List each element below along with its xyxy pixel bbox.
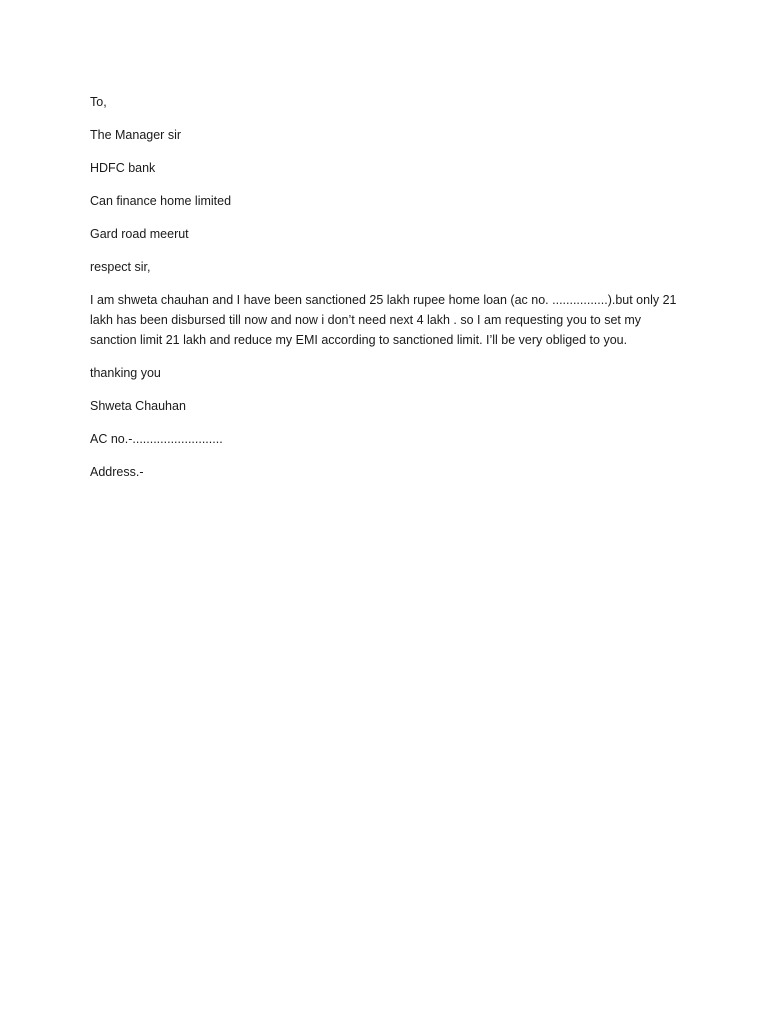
- salutation-to: To,: [90, 95, 107, 109]
- greeting: respect sir,: [90, 260, 151, 274]
- recipient-company: Can finance home limited: [90, 194, 232, 208]
- recipient-bank: HDFC bank: [90, 161, 156, 175]
- recipient-address: Gard road meerut: [90, 227, 189, 241]
- account-number: AC no.-..........................: [90, 432, 223, 446]
- letter-content: [90, 92, 680, 495]
- sender-address: Address.-: [90, 465, 144, 479]
- recipient-title: The Manager sir: [90, 128, 182, 142]
- letter-body: I am shweta chauhan and I have been sanctioned 25 lakh rupee home loan (ac no. ................).but only 21 lakh has been disbursed till now and now i don’t need next 4 lakh . so I am requesting you to set my sanction limit 21 lakh and reduce my EMI according to sanctioned limit. I’ll be very obliged to you.: [90, 293, 677, 347]
- closing: thanking you: [90, 366, 161, 380]
- sender-name: Shweta Chauhan: [90, 399, 186, 413]
